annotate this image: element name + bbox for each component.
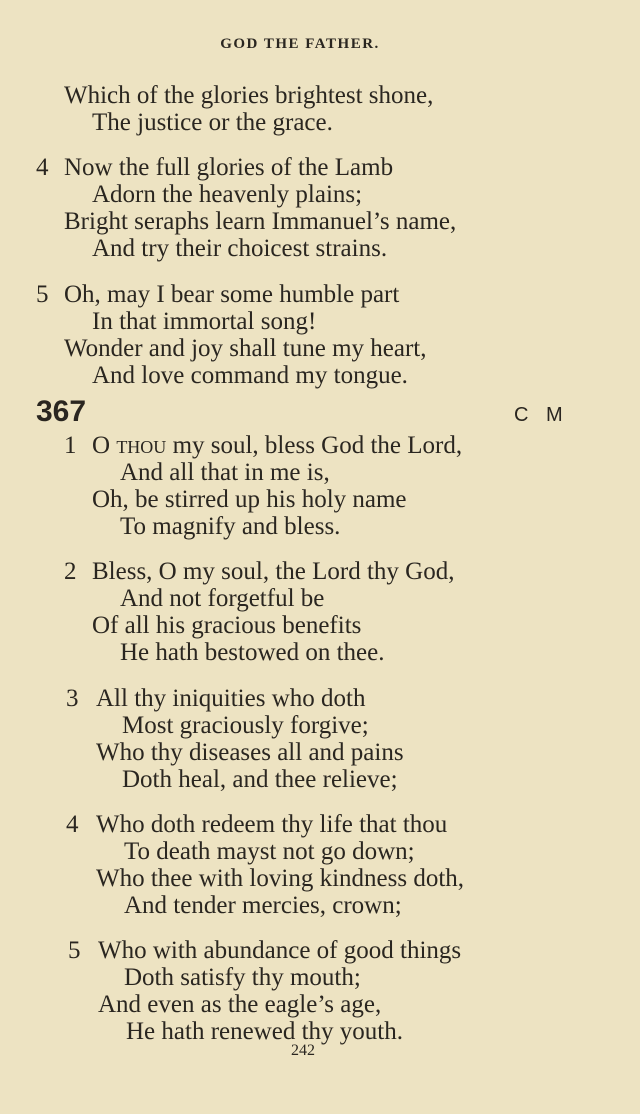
verse-line: Wonder and joy shall tune my heart, xyxy=(64,335,427,362)
verse-line: Bless, O my soul, the Lord thy God, xyxy=(92,558,455,585)
verse-line: And love command my tongue. xyxy=(92,362,408,389)
stanza-number: 3 xyxy=(66,685,79,712)
verse-line: He hath renewed thy youth. xyxy=(126,1018,404,1045)
verse-line: Adorn the heavenly plains; xyxy=(92,181,363,208)
verse-line: Who with abundance of good things xyxy=(98,937,462,964)
verse-line-first xyxy=(92,432,462,459)
stanza-number: 5 xyxy=(68,937,81,964)
verse-line: Which of the glories brightest shone, xyxy=(64,82,434,109)
verse-line: To death mayst not go down; xyxy=(124,838,415,865)
stanza-number: 4 xyxy=(66,811,79,838)
hymn-number: 367 xyxy=(36,395,87,428)
verse-line: And even as the eagle’s age, xyxy=(98,991,382,1018)
verse-line: The justice or the grace. xyxy=(92,109,333,136)
verse-line: And tender mercies, crown; xyxy=(124,892,402,919)
stanza-number: 1 xyxy=(64,432,77,459)
verse-line: Oh, be stirred up his holy name xyxy=(92,486,407,513)
verse-line: He hath bestowed on thee. xyxy=(120,639,385,666)
first-word: O xyxy=(92,432,111,459)
stanza-number: 4 xyxy=(36,154,49,181)
stanza-number: 2 xyxy=(64,558,77,585)
verse-line: Who thy diseases all and pains xyxy=(96,739,404,766)
verse-line: Oh, may I bear some humble part xyxy=(64,281,400,308)
first-word-caps: thou xyxy=(116,432,167,459)
verse-line: Doth heal, and thee relieve; xyxy=(122,766,398,793)
verse-line: Who doth redeem thy life that thou xyxy=(96,811,448,838)
verse-line: Of all his gracious benefits xyxy=(92,612,362,639)
verse-line: In that immortal song! xyxy=(92,308,317,335)
verse-line: To magnify and bless. xyxy=(120,513,341,540)
verse-line: And all that in me is, xyxy=(120,459,330,486)
first-line-rest: my soul, bless God the Lord, xyxy=(166,432,463,459)
verse-line: And try their choicest strains. xyxy=(92,235,388,262)
verse-line: Most graciously forgive; xyxy=(122,712,369,739)
verse-line: Doth satisfy thy mouth; xyxy=(124,964,361,991)
verse-line: Who thee with loving kindness doth, xyxy=(96,865,465,892)
verse-line: Bright seraphs learn Immanuel’s name, xyxy=(64,208,457,235)
running-head: GOD THE FATHER. xyxy=(220,36,380,52)
page-number: 242 xyxy=(291,1042,315,1059)
verse-line: All thy iniquities who doth xyxy=(96,685,366,712)
hymn-meter: C M xyxy=(514,404,569,426)
stanza-number: 5 xyxy=(36,281,49,308)
verse-line: Now the full glories of the Lamb xyxy=(64,154,394,181)
verse-line: And not forgetful be xyxy=(120,585,325,612)
